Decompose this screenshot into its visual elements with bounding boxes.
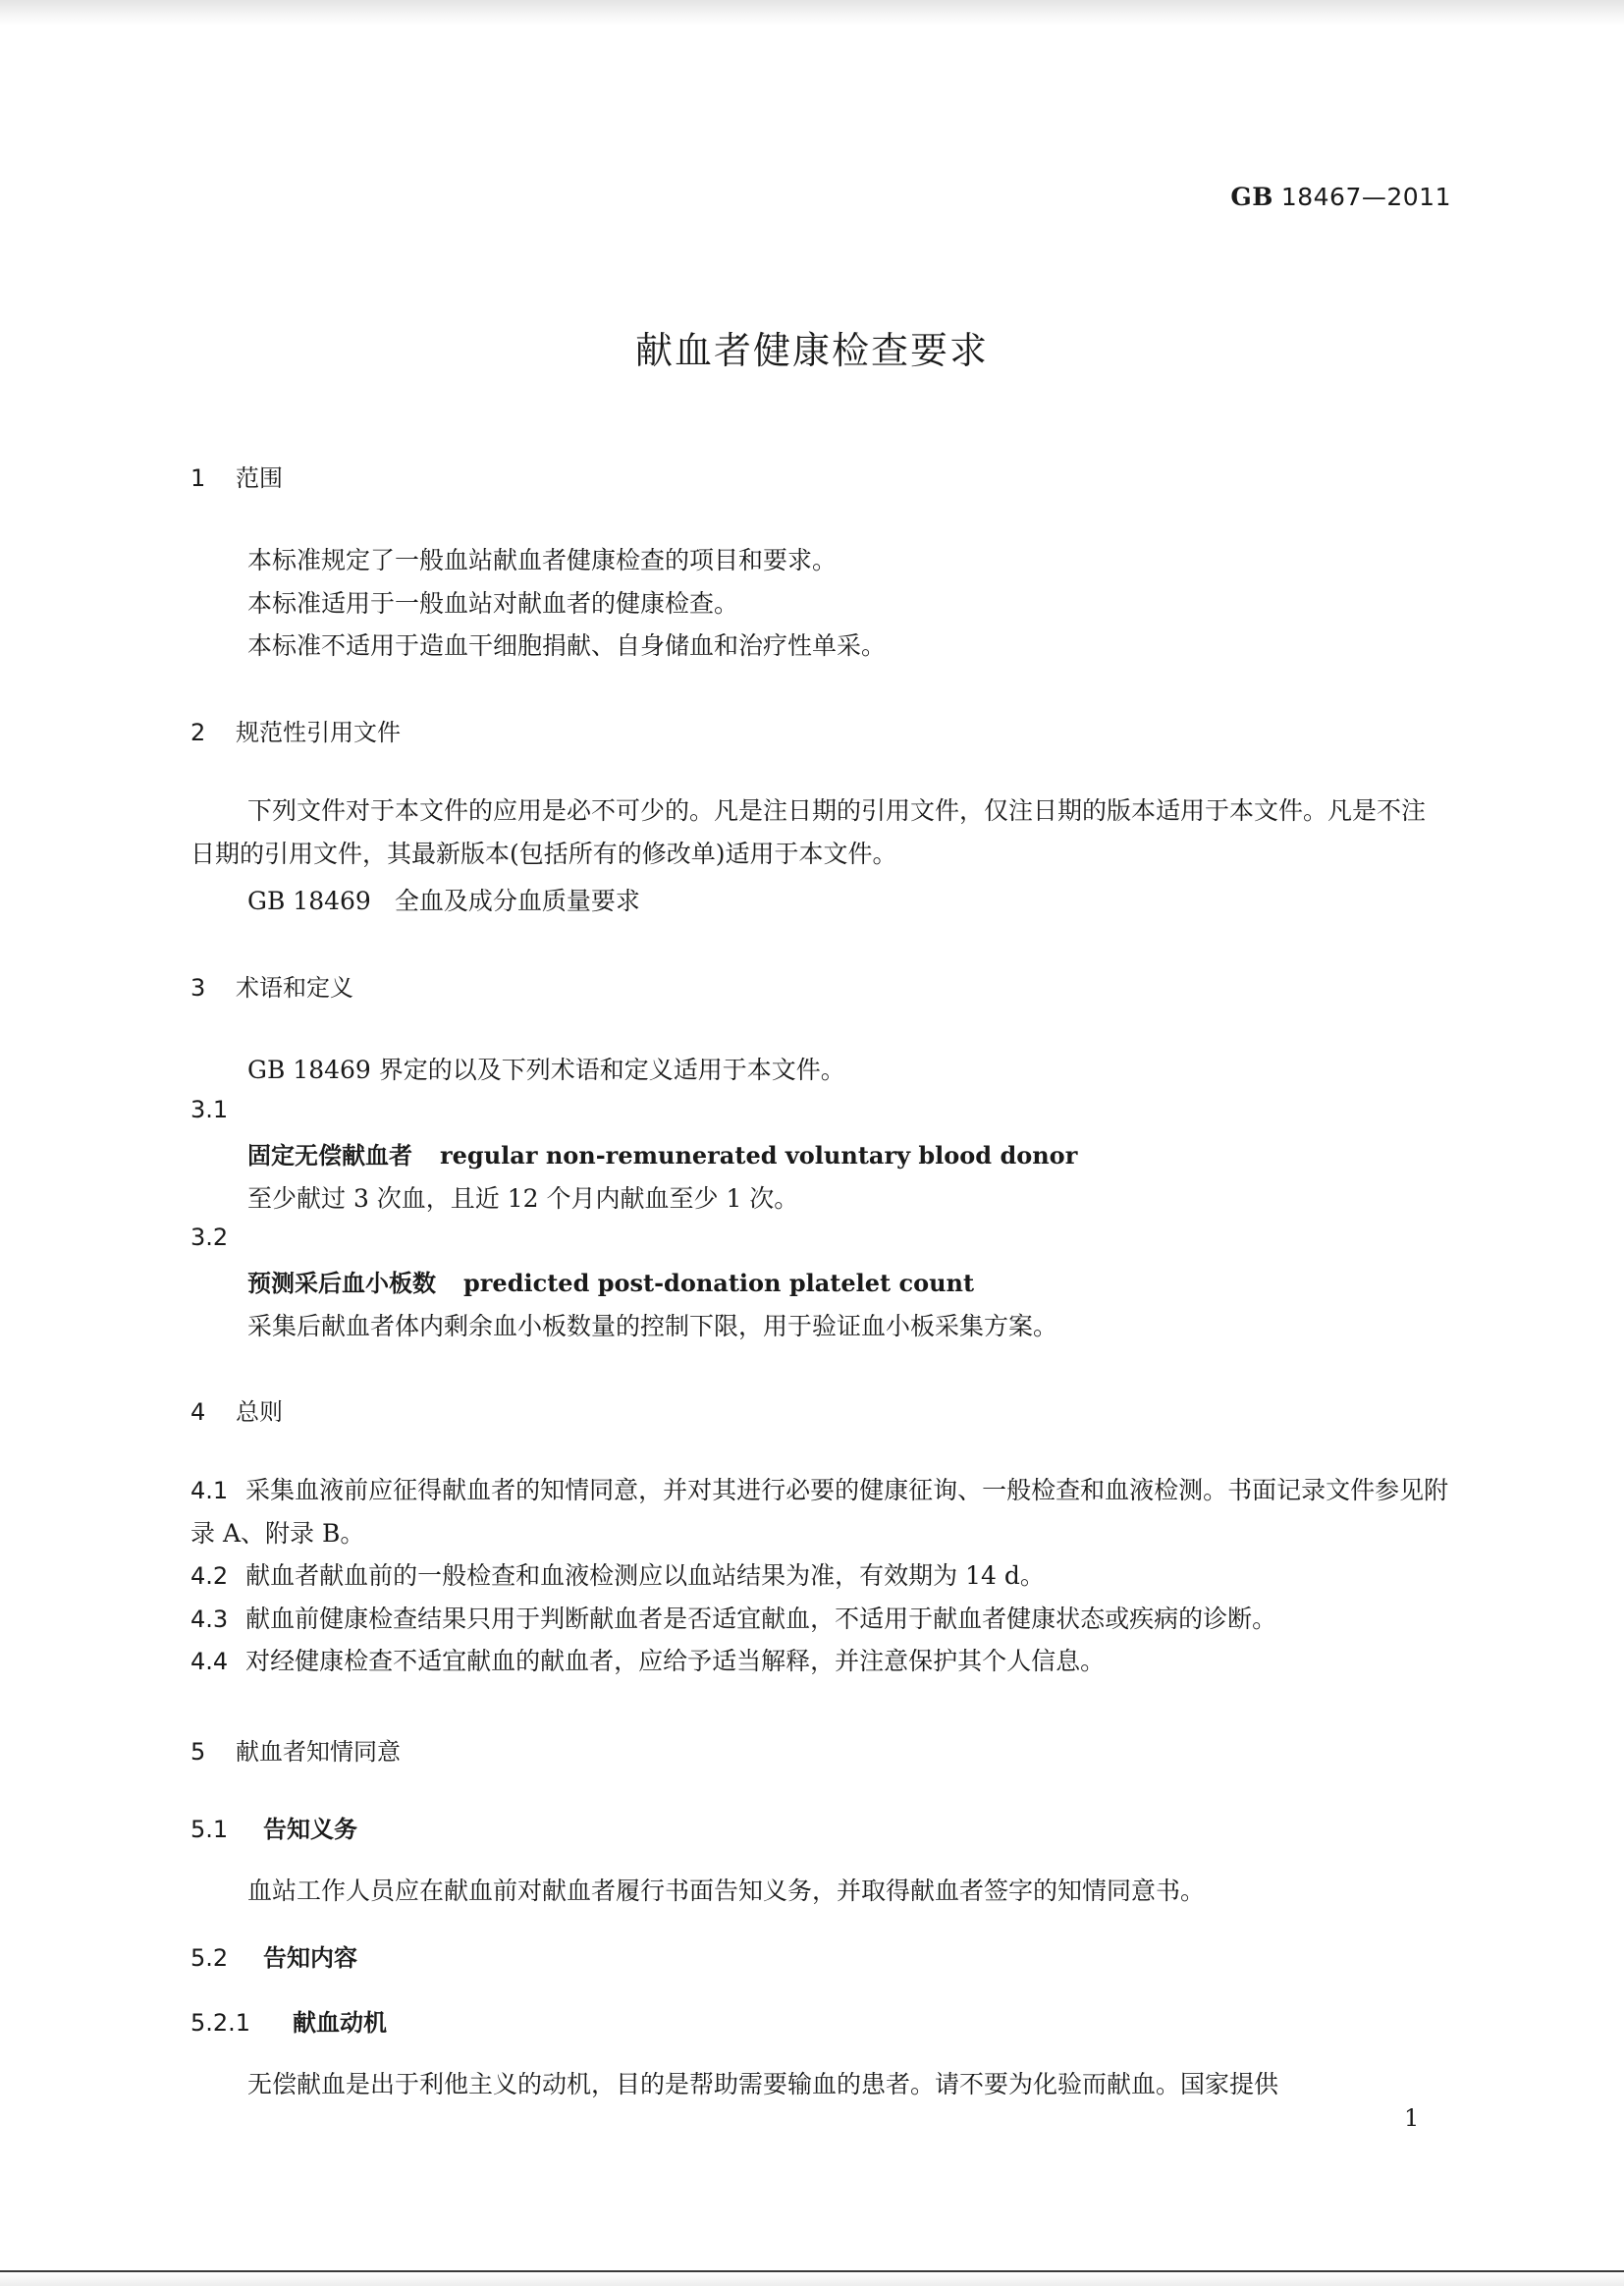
standard-prefix: GB	[1230, 183, 1273, 211]
section-5-1-heading	[190, 1810, 357, 1844]
notification-duty-para: 血站工作人员应在献血前对献血者履行书面告知义务，并取得献血者签字的知情同意书。	[247, 1877, 1206, 1905]
scope-para-2: 本标准适用于一般血站对献血者的健康检查。	[247, 589, 739, 618]
term-english: predicted post-donation platelet count	[463, 1269, 975, 1297]
section-number: 3	[190, 974, 206, 1002]
section-4-heading	[190, 1392, 283, 1427]
section-title: 规范性引用文件	[236, 719, 401, 746]
term-entry	[247, 1136, 1077, 1170]
clause-4-4	[190, 1640, 1449, 1683]
clause-number: 4.3	[190, 1606, 229, 1633]
section-3-heading	[190, 968, 353, 1003]
term-definition: 采集后献血者体内剩余血小板数量的控制下限，用于验证血小板采集方案。	[247, 1312, 1058, 1340]
reference-code: GB 18469	[247, 887, 371, 915]
clause-text: 献血前健康检查结果只用于判断献血者是否适宜献血，不适用于献血者健康状态或疾病的诊断。	[245, 1605, 1277, 1633]
clause-text: 采集血液前应征得献血者的知情同意，并对其进行必要的健康征询、一般检查和血液检测。书面记录文件参见附录 A、附录 B。	[190, 1476, 1449, 1548]
term-english: regular non-remunerated voluntary blood donor	[440, 1141, 1078, 1170]
section-number: 4	[190, 1398, 206, 1426]
section-title: 告知内容	[263, 1944, 357, 1972]
section-number: 5.2.1	[190, 2009, 251, 2037]
donation-motive-para: 无偿献血是出于利他主义的动机，目的是帮助需要输血的患者。请不要为化验而献血。国家提供	[247, 2070, 1279, 2098]
section-number: 2	[190, 719, 206, 746]
term-number: 3.1	[190, 1096, 229, 1123]
reference-title: 全血及成分血质量要求	[394, 887, 640, 915]
section-number: 5.1	[190, 1816, 229, 1843]
normative-refs-para: 下列文件对于本文件的应用是必不可少的。凡是注日期的引用文件，仅注日期的版本适用于本文件。凡是不注日期的引用文件，其最新版本(包括所有的修改单)适用于本文件。	[190, 796, 1427, 868]
scan-edge-top	[0, 0, 1624, 26]
clause-number: 4.2	[190, 1562, 229, 1590]
term-chinese: 预测采后血小板数	[247, 1270, 436, 1297]
clause-text: 对经健康检查不适宜献血的献血者，应给予适当解释，并注意保护其个人信息。	[245, 1647, 1106, 1675]
page-number: 1	[1404, 2104, 1420, 2132]
section-number: 5.2	[190, 1944, 229, 1972]
clause-number: 4.1	[190, 1477, 229, 1504]
section-title: 范围	[236, 464, 283, 492]
term-chinese: 固定无偿献血者	[247, 1142, 412, 1170]
terms-intro: GB 18469 界定的以及下列术语和定义适用于本文件。	[247, 1056, 845, 1084]
reference-entry	[247, 882, 640, 917]
section-5-2-1-heading	[190, 2003, 387, 2038]
clause-text: 献血者献血前的一般检查和血液检测应以血站结果为准，有效期为 14 d。	[245, 1561, 1045, 1590]
scope-para-1: 本标准规定了一般血站献血者健康检查的项目和要求。	[247, 546, 838, 574]
section-number: 5	[190, 1738, 206, 1766]
term-definition: 至少献过 3 次血，且近 12 个月内献血至少 1 次。	[247, 1184, 799, 1213]
section-1-heading	[190, 459, 283, 493]
section-title: 总则	[236, 1398, 283, 1426]
standard-code	[1230, 183, 1451, 211]
section-title: 告知义务	[263, 1816, 357, 1843]
section-2-heading	[190, 713, 401, 747]
section-number: 1	[190, 464, 206, 492]
clause-number: 4.4	[190, 1648, 229, 1675]
document-title: 献血者健康检查要求	[634, 329, 989, 372]
section-title: 献血动机	[293, 2009, 387, 2037]
section-title: 术语和定义	[236, 974, 353, 1002]
clause-4-1	[190, 1469, 1449, 1555]
clause-4-2	[190, 1554, 1449, 1598]
standard-number: 18467—2011	[1280, 183, 1451, 211]
section-5-2-heading	[190, 1938, 357, 1973]
section-5-heading	[190, 1732, 401, 1767]
scope-para-3: 本标准不适用于造血干细胞捐献、自身储血和治疗性单采。	[247, 631, 887, 660]
term-entry	[247, 1264, 974, 1298]
term-number: 3.2	[190, 1224, 229, 1251]
clause-4-3	[190, 1598, 1449, 1641]
section-title: 献血者知情同意	[236, 1738, 401, 1766]
